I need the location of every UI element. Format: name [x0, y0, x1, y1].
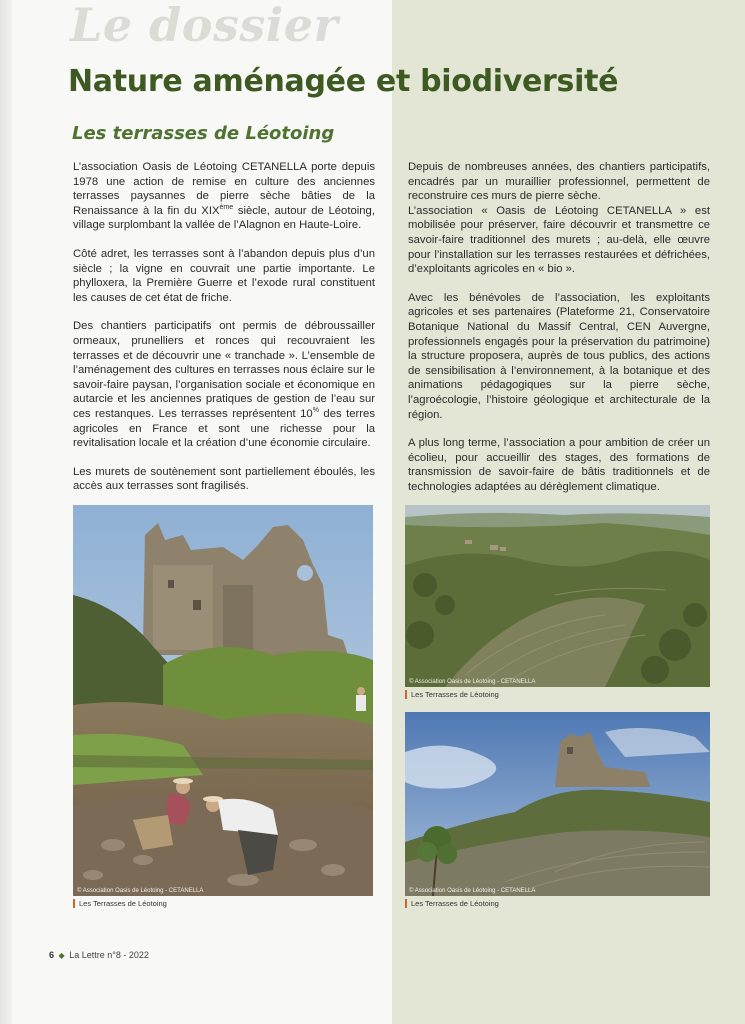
photo-left-credit: © Association Oasis de Léotoing - CETANELLA — [77, 888, 204, 894]
publication-name: La Lettre n°8 - 2022 — [69, 950, 149, 960]
left-p3-text-a: Des chantiers participatifs ont permis de débroussailler ormeaux, prunelliers et ronces qui recouvraient les terrasses et de découvrir une « tranchade ». L’ensemble de l’aménagement des cultures en terrasses nous éclaire sur le savoir-faire paysan, l’organisation sociale et économique en autarcie et les anciennes pratiques de gestion de l’eau sur ces restanques. Les terrasses représentent 10 — [73, 320, 375, 420]
left-paragraph-2: Côté adret, les terrasses sont à l’abandon depuis plus d’un siècle ; la vigne en couvrait une partie importante. Le phylloxera, la Première Guerre et l’exode rural constituent les causes de cet état de friche. — [73, 247, 375, 304]
left-paragraph-4: Les murets de soutènement sont partiellement éboulés, les accès aux terrasses sont fragilisés. — [73, 465, 375, 493]
left-p3-superscript: % — [312, 407, 319, 415]
photo-top-right-caption: Les Terrasses de Léotoing — [405, 690, 499, 699]
photo-valley-terraces-image — [405, 505, 710, 687]
photo-castle-volunteers — [73, 505, 373, 896]
left-p1-superscript: ème — [219, 204, 234, 212]
photo-bottom-right-caption: Les Terrasses de Léotoing — [405, 899, 499, 908]
right-paragraph-4: A plus long terme, l’association a pour ambition de créer un écolieu, pour accueillir des stages, des formations de transmission de savoir-faire de bâtis traditionnels et de technologies adaptées au dérèglement climatique. — [408, 437, 710, 493]
right-paragraph-2: L’association « Oasis de Léotoing CETANELLA » est mobilisée pour préserver, faire découvrir et transmettre ce savoir-faire traditionnel des murets ; au-delà, elle œuvre pour l’installation sur les terrasses restaurées et défrichées, d’exploitants agricoles en « bio ». — [408, 204, 710, 276]
left-p1-text-b: siècle, autour de Léotoing, village surplombant la vallée de l’Alagnon en Haute-Loire. — [73, 204, 375, 232]
scan-edge — [0, 0, 12, 1024]
right-paragraph-3: Avec les bénévoles de l’association, les exploitants agricoles et ses partenaires (Plateforme 21, Conservatoire Botanique National du Massif Central, CEN Auvergne, professionnels engagés pour la préservation du patrimoine) la structure proposera, auprès de tous publics, des actions de sensibilisation à l’environnement, à la botanique et des animations pédagogiques sur la pierre sèche, l’agroécologie, l’histoire géologique et architecturale de la région. — [408, 291, 710, 421]
photo-valley-terraces — [405, 505, 710, 687]
left-paragraph-3 — [73, 319, 375, 450]
photo-left-caption: Les Terrasses de Léotoing — [73, 899, 167, 908]
left-p3-text-b: des terres agricoles en France et sont une richesse pour la revitalisation locale et la création d’une économie circulaire. — [73, 407, 375, 450]
photo-castle-hill — [405, 712, 710, 896]
section-label: Le dossier — [70, 0, 339, 52]
page-number: 6 — [49, 950, 55, 960]
left-paragraph-1 — [73, 160, 375, 233]
photo-castle-volunteers-image — [73, 505, 373, 896]
page-footer — [49, 950, 149, 960]
diamond-separator-icon: ◆ — [58, 951, 65, 960]
photo-castle-hill-image — [405, 712, 710, 896]
right-paragraph-1: Depuis de nombreuses années, des chantiers participatifs, encadrés par un muraillier professionnel, permettent de reconstruire ces murs de pierre sèche. — [408, 161, 710, 203]
right-text-column — [408, 160, 710, 508]
left-text-column — [73, 160, 375, 508]
page-title: Nature aménagée et biodiversité — [68, 64, 619, 99]
photo-top-right-credit: © Association Oasis de Léotoing - CETANELLA — [409, 679, 536, 685]
article-subtitle: Les terrasses de Léotoing — [72, 123, 335, 144]
photo-bottom-right-credit: © Association Oasis de Léotoing - CETANELLA — [409, 888, 536, 894]
left-p1-text-a: L’association Oasis de Léotoing CETANELLA porte depuis 1978 une action de remise en culture des anciennes terrasses paysannes de pierre sèche bâties de la Renaissance à la fin du XIX — [73, 161, 375, 217]
